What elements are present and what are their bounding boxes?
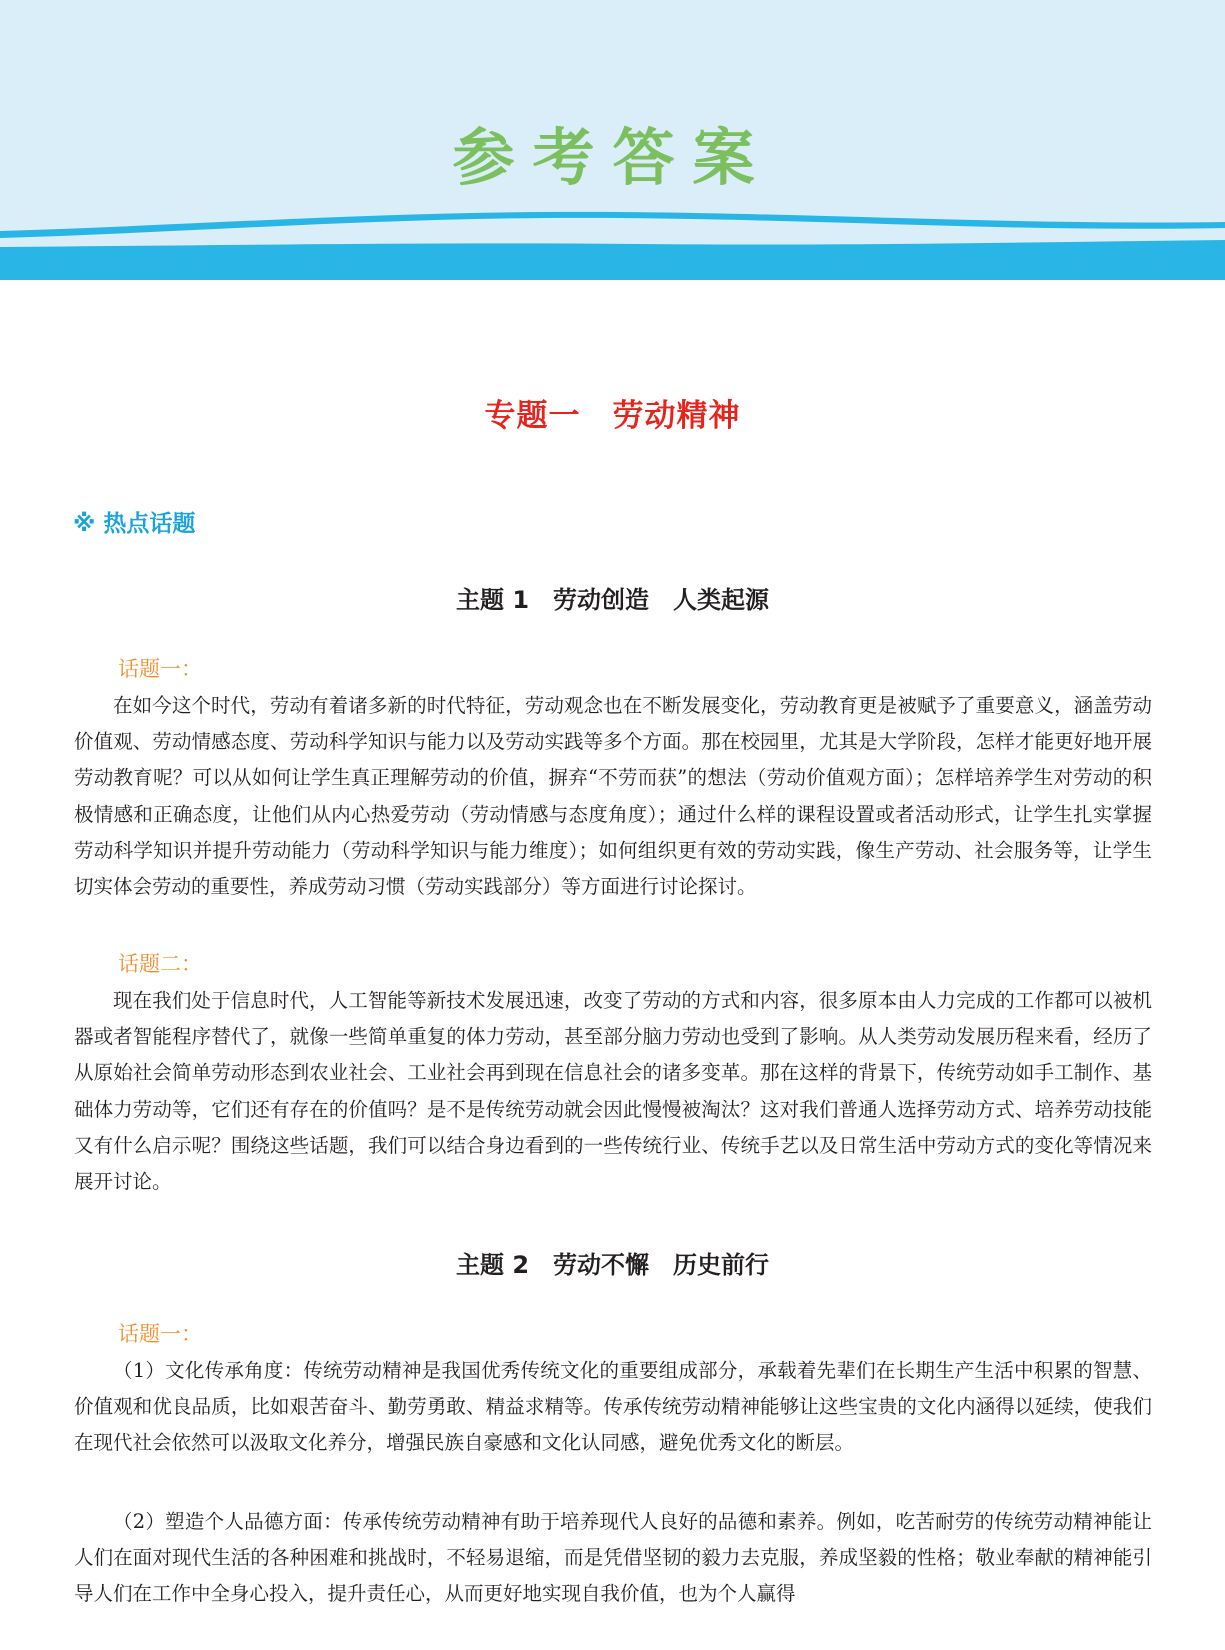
chapter-title: 专题一 劳动精神 — [484, 398, 741, 434]
theme-2-topic-1-paragraph-2: （2）塑造个人品德方面：传承传统劳动精神有助于培养现代人良好的品德和素养。例如，吃苦耐劳的传统劳动精神能让人们在面对现代生活的各种困难和挑战时，不轻易退缩，而是凭借坚韧的毅力去克服，养成坚毅的性格；敬业奉献的精神能引导人们在工作中全身心投入，提升责任心，从而更好地实现自我价值，也为个人赢得 — [74, 1510, 1152, 1606]
theme-2-title: 主题 2 劳动不懈 历史前行 — [455, 1251, 770, 1279]
theme-1-topic-1-paragraph: 在如今这个时代，劳动有着诸多新的时代特征，劳动观念也在不断发展变化，劳动教育更是被赋予了重要意义，涵盖劳动价值观、劳动情感态度、劳动科学知识与能力以及劳动实践等多个方面。那在校园里，尤其是大学阶段，怎样才能更好地开展劳动教育呢？可以从如何让学生真正理解劳动的价值，摒弃“不劳而获”的想法（劳动价值观方面）；怎样培养学生对劳动的积极情感和正确态度，让他们从内心热爱劳动（劳动情感与态度角度）；通过什么样的课程设置或者活动形式，让学生扎实掌握劳动科学知识并提升劳动能力（劳动科学知识与能力维度）；如何组织更有效的劳动实践，像生产劳动、社会服务等，让学生切实体会劳动的重要性，养成劳动习惯（劳动实践部分）等方面进行讨论探讨。 — [74, 694, 1152, 899]
theme-1-topic-1-label: 话题一： — [118, 657, 202, 681]
theme-2-topic-1-label: 话题一： — [118, 1322, 202, 1346]
page-title: 参考答案 — [452, 121, 773, 194]
header-wave-bar — [0, 240, 1225, 280]
theme-1-topic-2-label: 话题二： — [118, 952, 202, 976]
section-heading: ※ 热点话题 — [73, 511, 196, 537]
theme-2-topic-1-paragraph-1: （1）文化传承角度：传统劳动精神是我国优秀传统文化的重要组成部分，承载着先辈们在长期生产生活中积累的智慧、价值观和优良品质，比如艰苦奋斗、勤劳勇敢、精益求精等。传承传统劳动精神能够让这些宝贵的文化内涵得以延续，使我们在现代社会依然可以汲取文化养分，增强民族自豪感和文化认同感，避免优秀文化的断层。 — [74, 1359, 1152, 1455]
theme-1-title: 主题 1 劳动创造 人类起源 — [455, 586, 770, 614]
theme-1-topic-2-paragraph: 现在我们处于信息时代，人工智能等新技术发展迅速，改变了劳动的方式和内容，很多原本由人力完成的工作都可以被机器或者智能程序替代了，就像一些简单重复的体力劳动，甚至部分脑力劳动也受到了影响。从人类劳动发展历程来看，经历了从原始社会简单劳动形态到农业社会、工业社会再到现在信息社会的诸多变革。那在这样的背景下，传统劳动如手工制作、基础体力劳动等，它们还有存在的价值吗？是不是传统劳动就会因此慢慢被淘汰？这对我们普通人选择劳动方式、培养劳动技能又有什么启示呢？围绕这些话题，我们可以结合身边看到的一些传统行业、传统手艺以及日常生活中劳动方式的变化等情况来展开讨论。 — [74, 989, 1152, 1194]
